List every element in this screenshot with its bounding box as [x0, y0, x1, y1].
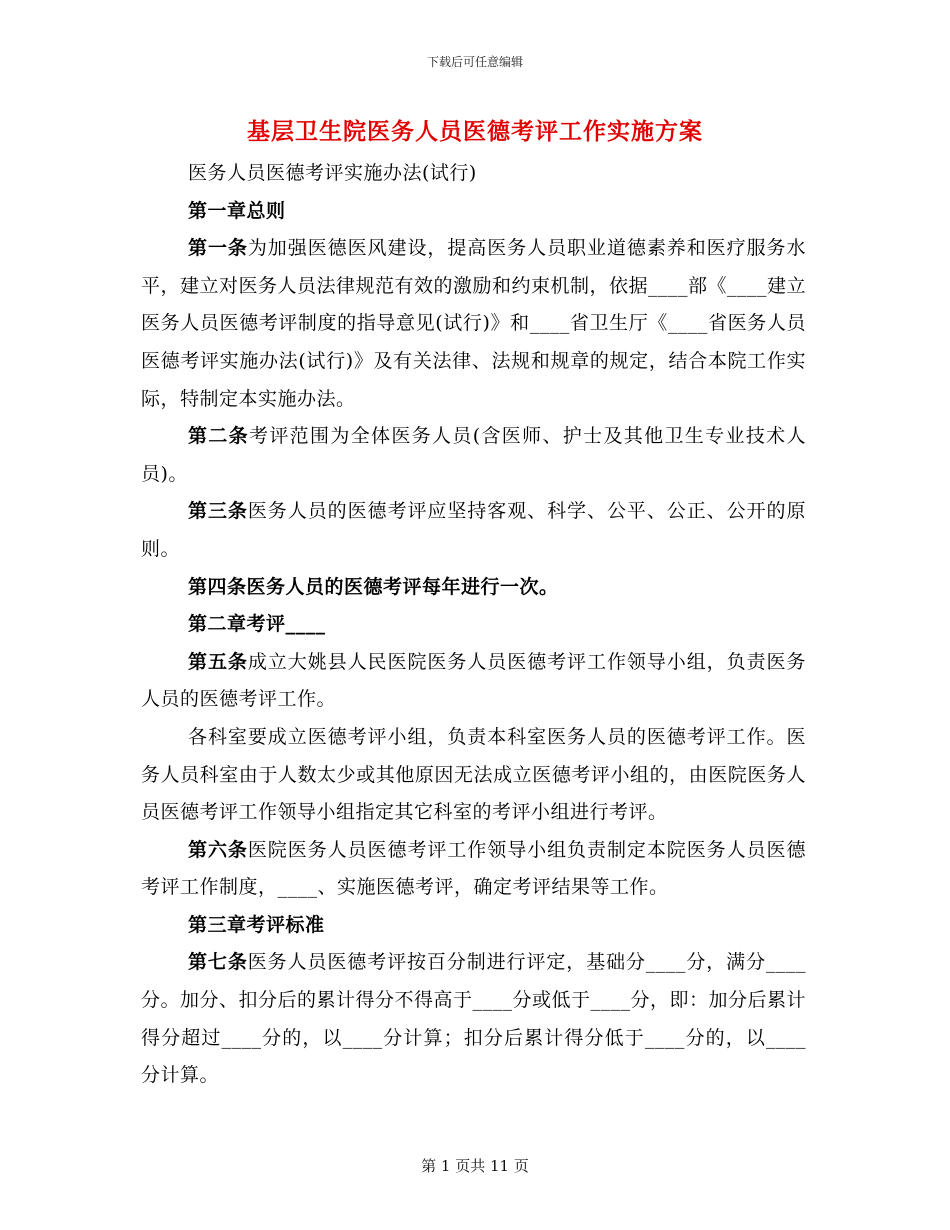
document-title: 基层卫生院医务人员医德考评工作实施方案	[247, 118, 703, 145]
paragraph-lead: 第二章考评____	[188, 613, 326, 636]
paragraph-text: 医务人员医德考评按百分制进行评定，基础分____分，满分____分。加分、扣分后的累计得分不得高于____分或低于____分，即：加分后累计得分超过____分的，以____分计算；扣分后累计得分低于____分的，以____分计算。	[141, 951, 807, 1087]
paragraph-lead: 第三条	[188, 500, 248, 523]
paragraph-text: 医务人员医德考评实施办法(试行)	[188, 162, 477, 184]
article-5	[141, 644, 806, 719]
article-1	[141, 230, 806, 418]
article-6	[141, 832, 806, 907]
paragraph-lead: 第五条	[188, 650, 248, 673]
paragraph-lead: 第六条	[188, 838, 248, 861]
paragraph-lead: 第二条	[188, 425, 250, 448]
paragraph-text: 为加强医德医风建设，提高医务人员职业道德素养和医疗服务水平，建立对医务人员法律规范有效的激励和约束机制，依据____部《____建立医务人员医德考评制度的指导意见(试行)》和____省卫生厅《____省医务人员医德考评实施办法(试行)》及有关法律、法规和规章的规定，结合本院工作实际，特制定本实施办法。	[141, 237, 807, 410]
document-body	[141, 155, 806, 1095]
paragraph	[141, 155, 806, 193]
paragraph-lead: 第一章总则	[188, 199, 286, 222]
paragraph-text: 医院医务人员医德考评工作领导小组负责制定本院医务人员医德考评工作制度，____、实施医德考评，确定考评结果等工作。	[141, 838, 806, 899]
header-note: 下载后可任意编辑	[426, 55, 523, 69]
chapter-heading	[141, 193, 806, 231]
article-2	[141, 418, 806, 493]
paragraph-text: 成立大姚县人民医院医务人员医德考评工作领导小组，负责医务人员的医德考评工作。	[141, 650, 806, 711]
page-footer: 第 1 页共 11 页	[421, 1157, 529, 1175]
paragraph-text: 医务人员的医德考评应坚持客观、科学、公平、公正、公开的原则。	[141, 500, 806, 560]
article-4	[141, 569, 806, 607]
chapter-heading	[141, 907, 806, 945]
paragraph	[141, 719, 806, 832]
paragraph-lead: 第一条	[188, 237, 248, 260]
paragraph-text: 各科室要成立医德考评小组，负责本科室医务人员的医德考评工作。医务人员科室由于人数太少或其他原因无法成立医德考评小组的，由医院医务人员医德考评工作领导小组指定其它科室的考评小组进行考评。	[141, 725, 806, 824]
article-3	[141, 493, 806, 568]
paragraph-lead: 第四条医务人员的医德考评每年进行一次。	[188, 575, 559, 598]
paragraph-lead: 第七条	[188, 951, 248, 974]
paragraph-lead: 第三章考评标准	[188, 913, 325, 936]
article-7	[141, 944, 806, 1094]
paragraph-text: 考评范围为全体医务人员(含医师、护士及其他卫生专业技术人员)。	[141, 425, 806, 485]
chapter-heading	[141, 606, 806, 644]
